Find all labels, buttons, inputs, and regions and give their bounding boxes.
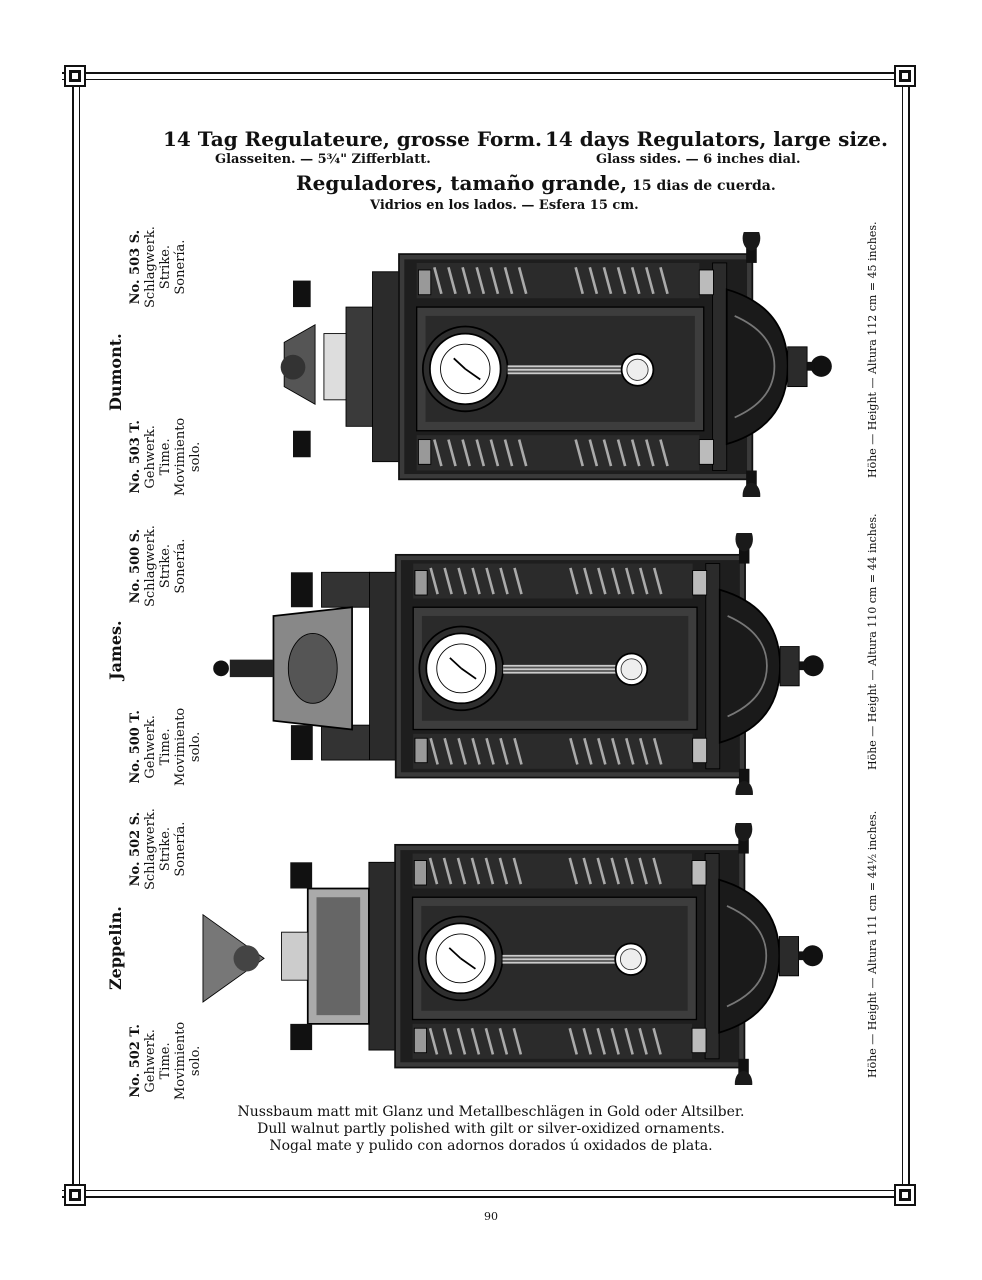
time-number: No. 500 T. (128, 710, 143, 784)
corner-ornament (66, 67, 84, 85)
time-line: Gehwerk. (143, 715, 158, 779)
strike-line: Schlagwerk. (143, 525, 158, 607)
clock-illustration-dumont (238, 232, 878, 497)
strike-line: Strike. (158, 244, 173, 290)
clock-name-dumont: Dumont. (106, 333, 125, 411)
time-block-502 (128, 1022, 203, 1100)
spanish-title: Reguladores, tamaño grande, (296, 171, 628, 195)
clock-name-james: James. (106, 620, 125, 680)
footer-german: Nussbaum matt mit Glanz und Metallbeschlägen in Gold oder Altsilber. (237, 1104, 745, 1120)
strike-block-502 (128, 808, 188, 890)
strike-line: Schlagwerk. (143, 226, 158, 308)
footer-spanish: Nogal mate y pulido con adornos dorados ú oxidados de plata. (269, 1138, 713, 1154)
time-line: solo. (188, 1045, 203, 1077)
strike-number: No. 500 S. (128, 528, 143, 604)
time-line: solo. (188, 441, 203, 473)
time-line: Time. (158, 438, 173, 476)
time-block-503 (128, 418, 203, 496)
footer-english: Dull walnut partly polished with gilt or silver-oxidized ornaments. (257, 1121, 725, 1137)
german-title: 14 Tag Regulateure, grosse Form. (163, 127, 542, 151)
clock-name-zeppelin: Zeppelin. (106, 906, 125, 990)
height-note-dumont: Höhe — Height — Altura 112 cm = 45 inches. (866, 221, 879, 478)
strike-line: Sonería. (173, 239, 188, 295)
page-number: 90 (484, 1210, 498, 1223)
strike-number: No. 502 S. (128, 811, 143, 887)
strike-line: Schlagwerk. (143, 808, 158, 890)
spanish-subtitle: Vidrios en los lados. — Esfera 15 cm. (370, 198, 639, 213)
time-line: Movimiento (173, 707, 188, 786)
time-number: No. 503 T. (128, 420, 143, 494)
height-note-zeppelin: Höhe — Height — Altura 111 cm = 44½ inches. (866, 810, 879, 1078)
english-title: 14 days Regulators, large size. (545, 127, 888, 151)
clock-illustration-zeppelin (148, 823, 878, 1085)
strike-block-503 (128, 226, 188, 308)
height-note-james: Höhe — Height — Altura 110 cm = 44 inches. (866, 513, 879, 770)
strike-line: Sonería. (173, 821, 188, 877)
strike-line: Strike. (158, 826, 173, 872)
corner-ornament (896, 1186, 914, 1204)
clock-illustration-james (158, 533, 878, 795)
spanish-title-line (296, 171, 776, 195)
strike-block-500 (128, 525, 188, 607)
time-line: Movimiento (173, 1021, 188, 1100)
corner-ornament (896, 67, 914, 85)
english-subtitle: Glass sides. — 6 inches dial. (596, 152, 801, 167)
spanish-title-small: 15 dias de cuerda. (632, 178, 776, 194)
time-line: Time. (158, 1042, 173, 1080)
strike-number: No. 503 S. (128, 229, 143, 305)
time-line: Movimiento (173, 417, 188, 496)
german-subtitle: Glasseiten. — 5¾" Zifferblatt. (215, 152, 431, 167)
time-block-500 (128, 708, 203, 786)
time-line: solo. (188, 731, 203, 763)
corner-ornament (66, 1186, 84, 1204)
time-line: Gehwerk. (143, 1029, 158, 1093)
strike-line: Strike. (158, 543, 173, 589)
time-number: No. 502 T. (128, 1024, 143, 1098)
time-line: Gehwerk. (143, 425, 158, 489)
time-line: Time. (158, 728, 173, 766)
strike-line: Sonería. (173, 538, 188, 594)
